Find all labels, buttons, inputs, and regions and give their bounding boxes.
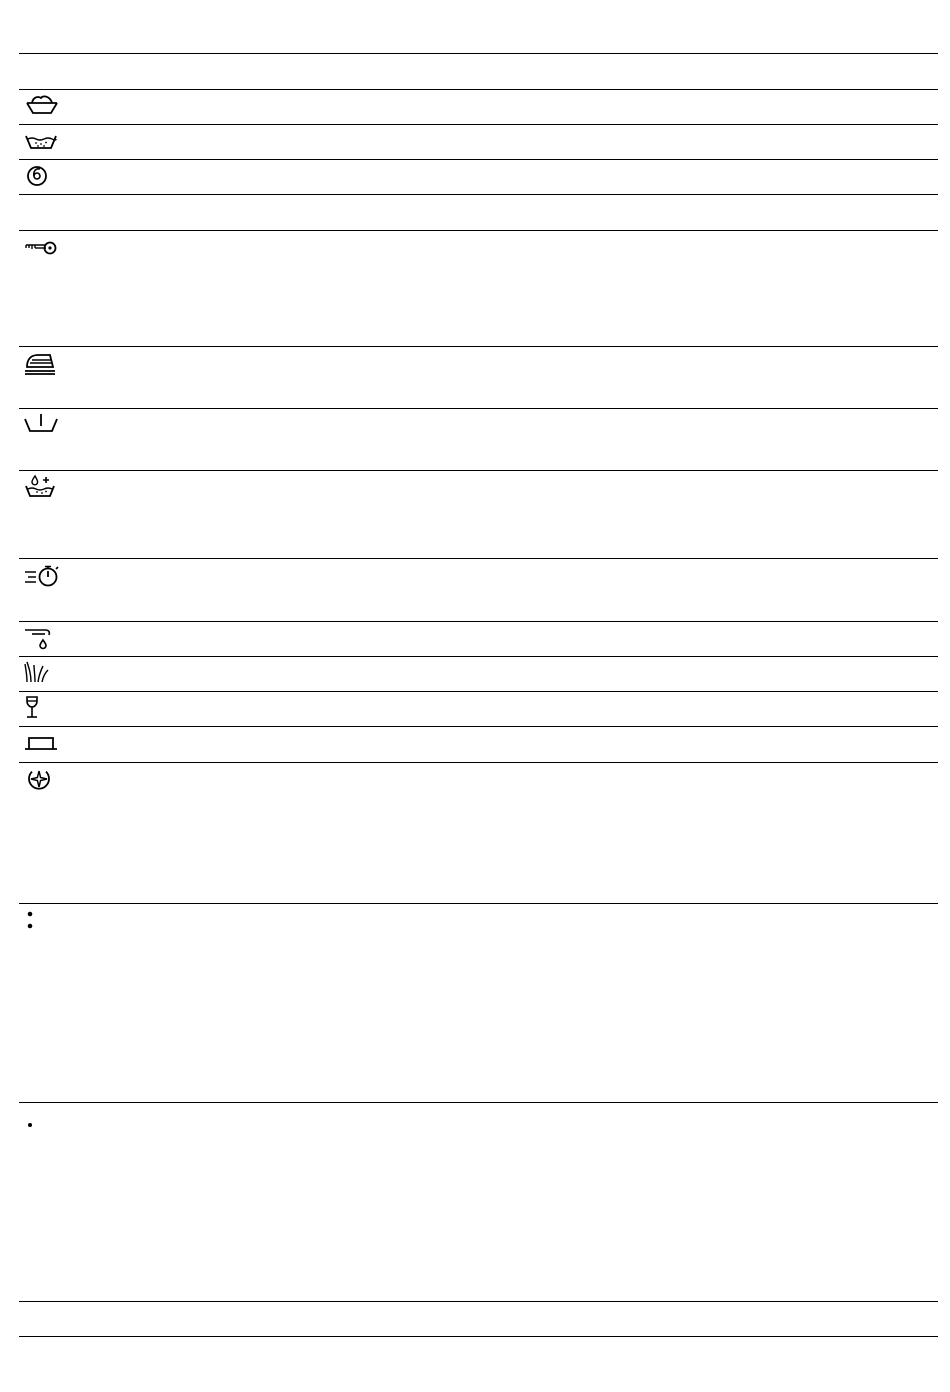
- child-lock-key-icon: [24, 237, 60, 263]
- row-divider: [19, 621, 938, 622]
- row-divider: [19, 762, 938, 763]
- wine-glass-icon: [24, 695, 60, 721]
- prewash-tub-icon: [24, 93, 60, 119]
- wash-basin-icon: [24, 130, 60, 156]
- table-top-rule: [19, 53, 938, 54]
- water-drop-tap-icon: [24, 626, 60, 652]
- row-divider: [19, 691, 938, 692]
- row-divider: [19, 726, 938, 727]
- row-divider: [19, 89, 938, 90]
- colon-dots-icon: [24, 909, 60, 935]
- single-dot-icon: [24, 1114, 60, 1140]
- row-divider: [19, 346, 938, 347]
- row-divider: [19, 903, 938, 904]
- sparkle-clean-icon: [24, 767, 60, 793]
- drain-basin-icon: [24, 413, 60, 439]
- row-divider: [19, 470, 938, 471]
- row-divider: [19, 1301, 938, 1302]
- row-divider: [19, 230, 938, 231]
- speed-stopwatch-icon: [24, 564, 60, 590]
- table-bottom-rule: [19, 1336, 938, 1337]
- extra-rinse-water-plus-icon: [24, 474, 60, 500]
- row-divider: [19, 408, 938, 409]
- row-divider: [19, 558, 938, 559]
- row-divider: [19, 656, 938, 657]
- iron-easy-care-icon: [24, 351, 60, 377]
- row-divider: [19, 124, 938, 125]
- row-divider: [19, 159, 938, 160]
- row-divider: [19, 1102, 938, 1103]
- row-divider: [19, 194, 938, 195]
- spin-spiral-icon: [24, 163, 60, 189]
- grass-stains-icon: [24, 661, 60, 687]
- tray-tub-icon: [24, 733, 60, 759]
